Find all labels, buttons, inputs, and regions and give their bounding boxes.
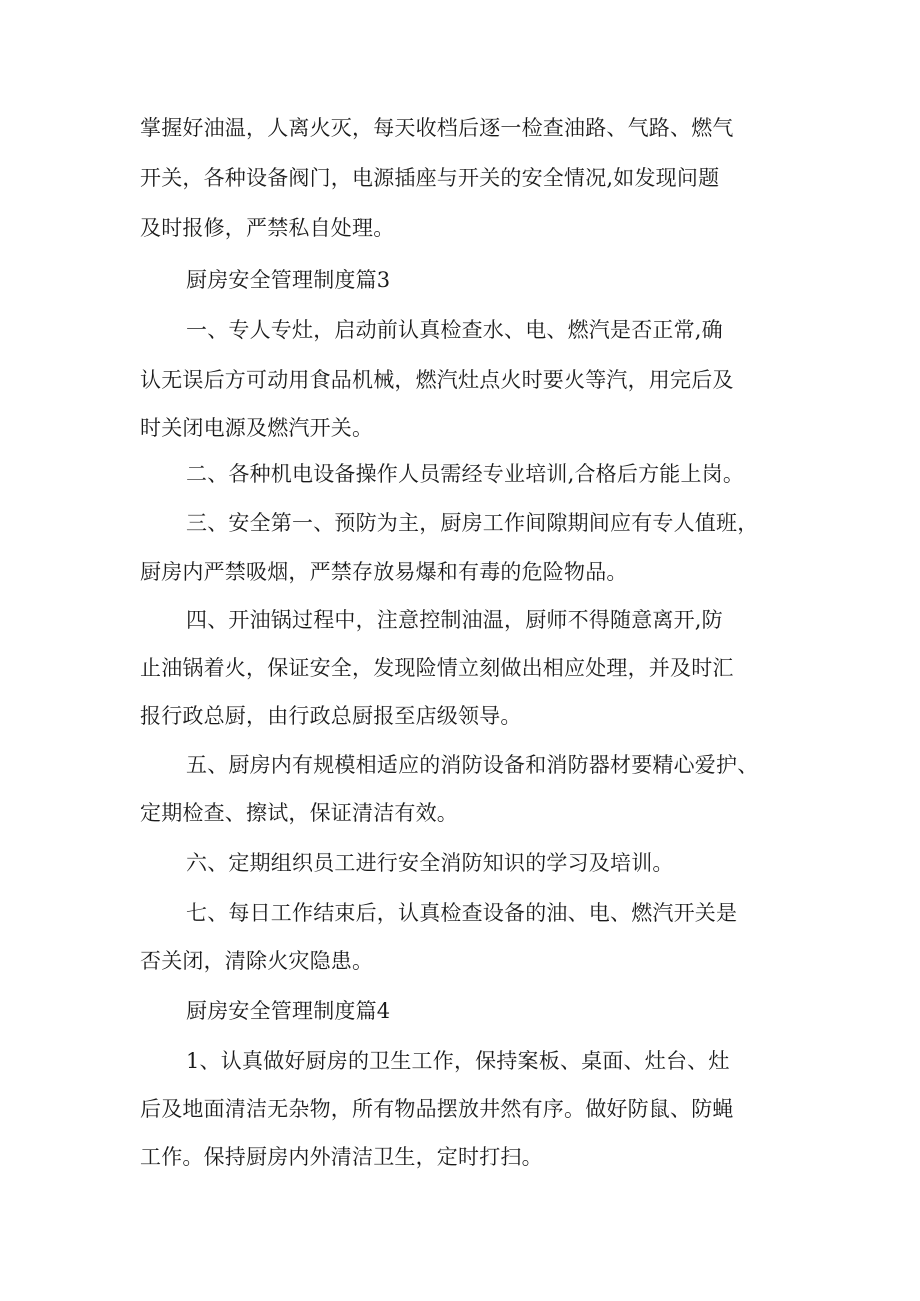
text-line: 厨房内严禁吸烟，严禁存放易爆和有毒的危险物品。 (140, 560, 628, 584)
text-line: 及时报修，严禁私自处理。 (140, 216, 395, 240)
text-line: 四、开油锅过程中，注意控制油温，厨师不得随意离开,防 (186, 608, 723, 632)
text-line: 一、专人专灶，启动前认真检查水、电、燃汽是否正常,确 (186, 318, 723, 342)
text-line: 五、厨房内有规模相适应的消防设备和消防器材要精心爱护、 (186, 753, 759, 777)
text-line: 掌握好油温，人离火灭，每天收档后逐一检查油路、气路、燃气 (140, 116, 734, 140)
text-line: 否关闭，清除火灾隐患。 (140, 949, 374, 973)
section-heading: 厨房安全管理制度篇4 (186, 999, 391, 1023)
text-line: 开关，各种设备阀门，电源插座与开关的安全情况,如发现问题 (140, 166, 720, 190)
text-line: 认无误后方可动用食品机械，燃汽灶点火时要火等汽，用完后及 (140, 368, 734, 392)
text-line: 工作。保持厨房内外清洁卫生，定时打扫。 (140, 1145, 543, 1169)
text-line: 定期检查、擦试，保证清洁有效。 (140, 801, 458, 825)
text-line: 七、每日工作结束后，认真检查设备的油、电、燃汽开关是 (186, 901, 738, 925)
text-line: 三、安全第一、预防为主，厨房工作间隙期间应有专人值班， (186, 511, 759, 535)
text-line: 1、认真做好厨房的卫生工作，保持案板、桌面、灶台、灶 (186, 1049, 730, 1073)
text-line: 止油锅着火，保证安全，发现险情立刻做出相应处理，并及时汇 (140, 656, 734, 680)
text-line: 二、各种机电设备操作人员需经专业培训,合格后方能上岗。 (186, 462, 745, 486)
section-heading: 厨房安全管理制度篇3 (186, 268, 391, 292)
text-line: 时关闭电源及燃汽开关。 (140, 416, 374, 440)
text-line: 后及地面清洁无杂物，所有物品摆放井然有序。做好防鼠、防蝇 (140, 1097, 734, 1121)
text-line: 六、定期组织员工进行安全消防知识的学习及培训。 (186, 851, 674, 875)
text-line: 报行政总厨，由行政总厨报至店级领导。 (140, 704, 522, 728)
